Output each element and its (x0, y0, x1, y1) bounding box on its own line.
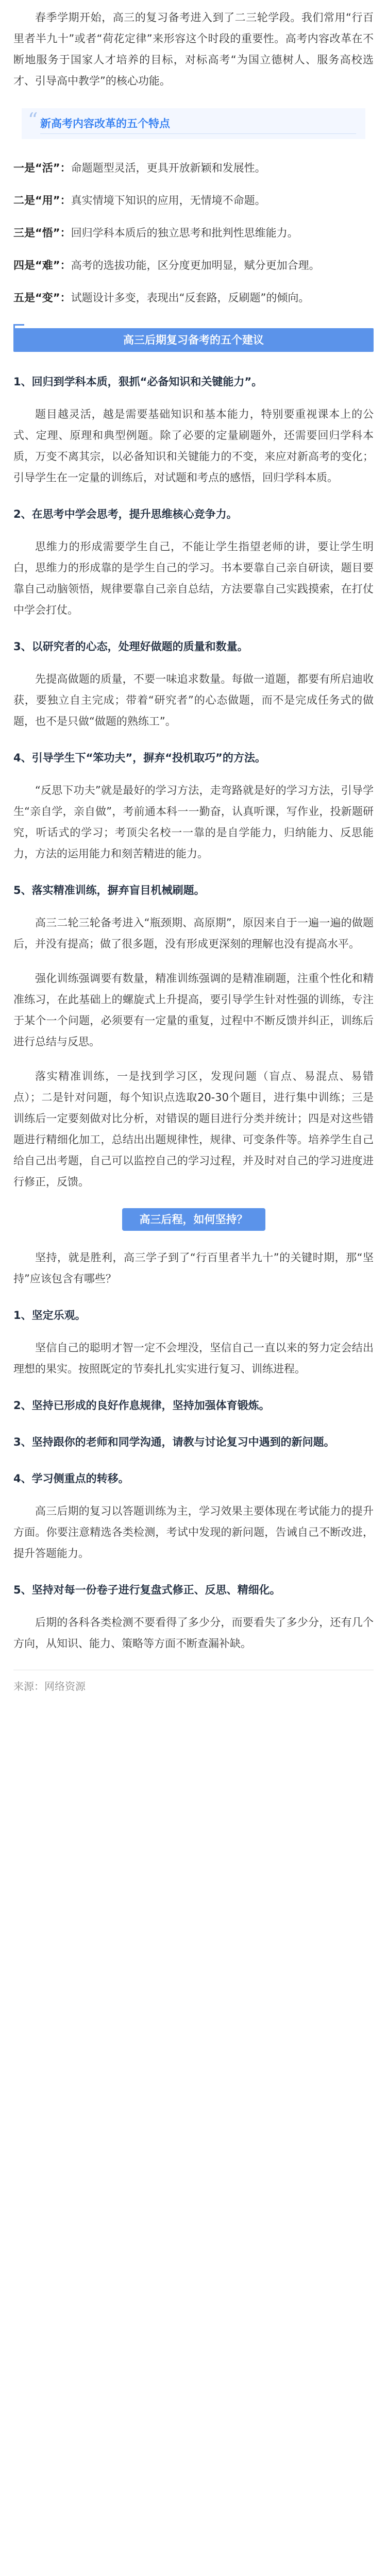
suggestion-paragraph: 强化训练强调要有数量，精准训练强调的是精准刷题，注重个性化和精准练习，在此基础上的螺旋式上升提高，要引导学生针对性强的训练，专注于某个一个问题，必须要有一定量的重复，过程中不断反馈并纠正，训练后进行总结与反思。 (13, 972, 374, 1048)
suggestion-block (13, 504, 374, 621)
quote-icon: “ (28, 109, 38, 131)
persist-block (13, 1395, 374, 1416)
persist-heading: 2、坚持已形成的良好作息规律，坚持加强体育锻炼。 (13, 1399, 270, 1412)
persist-block (13, 1432, 374, 1453)
feature-label: 一是“活”： (13, 162, 71, 174)
intro-paragraph: 春季学期开始，高三的复习备考进入到了二三轮学段。我们常用“行百里者半九十”或者“荷花定律”来形容这个时段的重要性。高考内容改革在不断地服务于国家人才培养的目标，对标高考“为国立德树人、服务高校选才、引导高中教学”的核心功能。 (13, 11, 374, 87)
suggestion-heading: 4、引导学生下“笨功夫”，摒弃“投机取巧”的方法。 (13, 752, 266, 764)
suggestion-paragraph: 先提高做题的质量，不要一味追求数量。每做一道题，都要有所启迪收获，要独立自主完成；带着“研究者”的心态做题，而不是完成任务式的做题，也不是只做“做题的熟练工”。 (13, 673, 374, 727)
suggestion-heading: 5、落实精准训练，摒弃盲目机械刷题。 (13, 884, 205, 896)
feature-label: 四是“难”： (13, 259, 71, 272)
suggestion-paragraph: 题目越灵活，越是需要基础知识和基本能力，特别要重视课本上的公式、定理、原理和典型例题。除了必要的定量刷题外，还需要回归学科本质，万变不离其宗，以必备知识和关键能力的不变，来应对新高考的变化；引导学生在一定量的训练后，对试题和考点的感悟，回归学科本质。 (13, 408, 374, 484)
suggestion-paragraph: 落实精准训练，一是找到学习区，发现问题（盲点、易混点、易错点）；二是针对问题，每个知识点选取20-30个题目，进行集中训练；三是训练后一定要刻做对比分析，对错误的题目进行分类并统计；四是对这些错题进行精细化加工，总结出出题规律性，规律、可变条件等。培养学生自己给自己出考题，自己可以监控自己的学习过程，并及时对自己的学习进度进行修正，反馈。 (13, 1070, 374, 1188)
feature-item (13, 287, 374, 309)
feature-text: 高考的选拔功能，区分度更加明显，赋分更加合理。 (71, 259, 320, 272)
persist-block (13, 1580, 374, 1654)
suggestion-paragraph: 高三二轮三轮备考进入“瓶颈期、高原期”，原因来自于一遍一遍的做题后，并没有提高；做了很多题，没有形成更深刻的理解也没有提高水平。 (13, 917, 374, 950)
section-title-box-features (22, 108, 365, 139)
section-title-features: 新高考内容改革的五个特点 (40, 117, 170, 130)
suggestion-block (13, 880, 374, 1193)
feature-text: 试题设计多变，表现出“反套路，反刷题”的倾向。 (71, 292, 310, 304)
feature-item (13, 223, 374, 244)
persist-block (13, 1468, 374, 1564)
suggestion-heading: 3、以研究者的心态，处理好做题的质量和数量。 (13, 640, 248, 653)
suggestion-heading: 1、回归到学科本质，狠抓“必备知识和关键能力”。 (13, 376, 263, 388)
persist-block (13, 1305, 374, 1380)
feature-text: 回归学科本质后的独立思考和批判性思维能力。 (71, 227, 298, 239)
feature-list (13, 158, 374, 309)
persist-intro-paragraph: 坚持，就是胜利，高三学子到了“行百里者半九十”的关键时期，那“坚持”应该包含有哪些？ (13, 1251, 374, 1285)
feature-item (13, 255, 374, 276)
persist-paragraph: 坚信自己的聪明才智一定不会埋没，坚信自己一直以来的努力定会结出理想的果实。按照既定的节奏扎扎实实进行复习、训练进程。 (13, 1342, 374, 1375)
suggestion-block (13, 636, 374, 732)
feature-item (13, 190, 374, 211)
feature-label: 五是“变”： (13, 292, 71, 304)
suggestion-block (13, 371, 374, 488)
persist-heading: 4、学习侧重点的转移。 (13, 1472, 129, 1485)
feature-text: 命题题型灵活，更具开放新颖和发展性。 (71, 162, 266, 174)
suggestion-block (13, 748, 374, 865)
section-banner-suggestions (13, 324, 374, 355)
persist-heading: 1、坚定乐观。 (13, 1309, 86, 1321)
section-title-suggestions: 高三后期复习备考的五个建议 (13, 328, 374, 352)
section-title-persist: 高三后程，如何坚持？ (122, 1208, 265, 1231)
section-banner-persist (13, 1208, 374, 1231)
title-underline (40, 133, 356, 134)
feature-text: 真实情境下知识的应用，无情境不命题。 (71, 194, 266, 207)
persist-paragraph: 高三后期的复习以答题训练为主，学习效果主要体现在考试能力的提升方面。你要注意精选各类检测，考试中发现的新问题，告诫自己不断改进，提升答题能力。 (13, 1505, 374, 1560)
suggestion-paragraph: “反思下功夫”就是最好的学习方法，走弯路就是好的学习方法，引导学生“亲自学，亲自做”，考前通本科一一勤奋，认真听课，写作业，投新题研究，听话式的学习；考顶尖名校一一靠的是自学能力，归纳能力、反思能力，方法的运用能力和刻苦精进的能力。 (13, 784, 374, 860)
persist-paragraph: 后期的各科各类检测不要看得了多少分，而要看失了多少分，还有几个方向，从知识、能力、策略等方面不断查漏补缺。 (13, 1616, 374, 1650)
source-credit: 来源：网络资源 (13, 1680, 86, 1692)
persist-heading: 3、坚持跟你的老师和同学沟通，请教与讨论复习中遇到的新问题。 (13, 1436, 335, 1448)
suggestion-heading: 2、在思考中学会思考，提升思维核心竞争力。 (13, 508, 238, 520)
feature-item (13, 158, 374, 179)
suggestion-paragraph: 思维力的形成需要学生自己，不能让学生指望老师的讲，要让学生明白，思维力的形成靠的是学生自己的学习。书本要靠自己亲自研读，题目要靠自己动脑领悟，规律要靠自己亲自总结，方法要靠自己实践摸索，在打仗中学会打仗。 (13, 540, 374, 616)
feature-label: 二是“用”： (13, 194, 71, 207)
feature-label: 三是“悟”： (13, 227, 71, 239)
persist-heading: 5、坚持对每一份卷子进行复盘式修正、反思、精细化。 (13, 1584, 281, 1596)
